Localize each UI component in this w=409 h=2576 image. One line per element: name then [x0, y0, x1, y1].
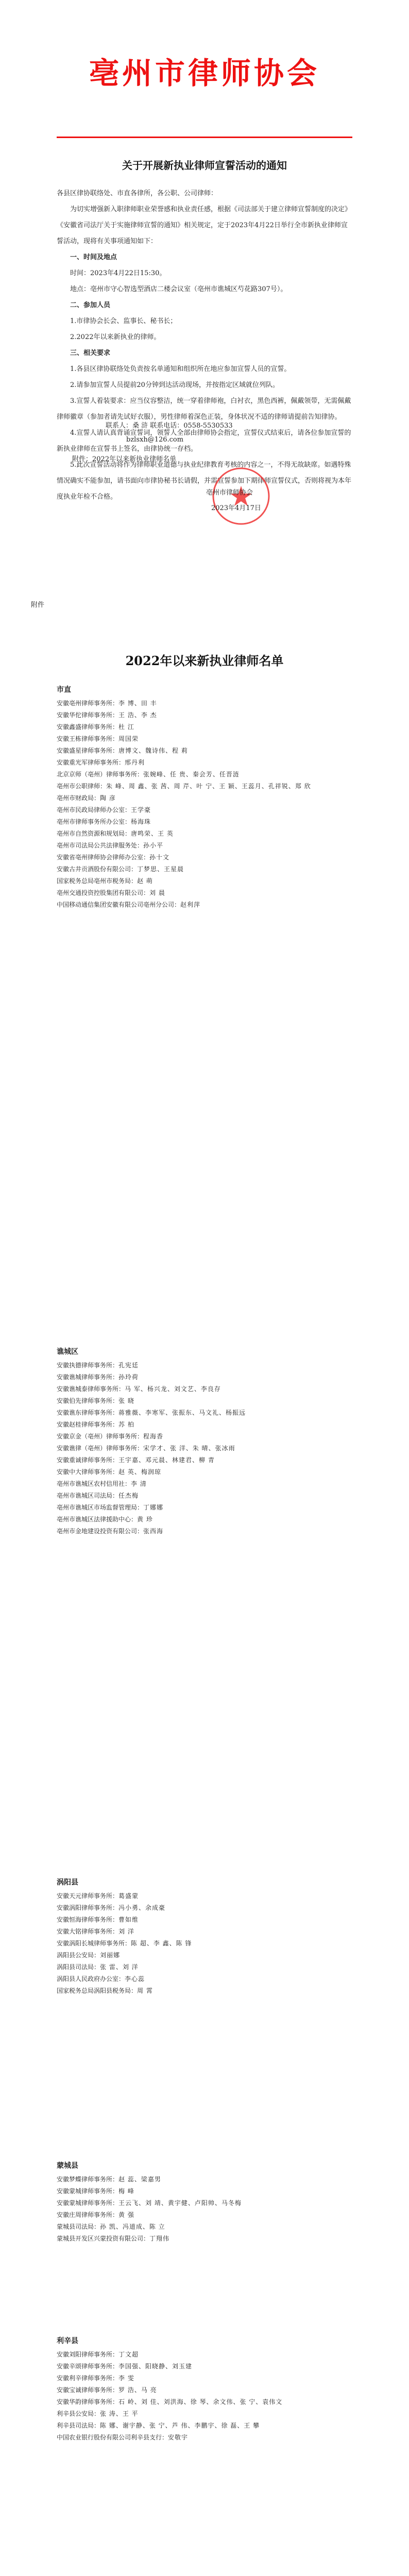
letterhead-title: 亳州市律师协会	[89, 56, 320, 91]
lawyer-names: 张西海	[143, 1528, 164, 1535]
list-item	[57, 2174, 352, 2185]
list-item	[57, 2361, 352, 2372]
lawyer-names: 王宇嘉、邓元晨、林建君、柳 青	[118, 1456, 215, 1464]
firm-name: 安徽天元律师事务所：	[57, 1892, 119, 1900]
section-line: 时间：2023年4月22日15:30。	[70, 269, 166, 277]
firm-name: 中国移动通信集团安徽有限公司亳州分公司：	[57, 901, 181, 908]
lawyer-names: 孙玲荷	[118, 1374, 139, 1381]
firm-name: 亳州市公职律师：	[57, 783, 107, 790]
firm-name: 亳州市自然资源和规划局：	[57, 830, 131, 837]
lawyer-names: 孙小平	[143, 842, 164, 849]
firm-name: 安徽恒海律师事务所：	[57, 1916, 119, 1923]
district-section	[57, 2160, 352, 2245]
lawyer-names: 李 清	[131, 1480, 147, 1487]
lawyer-names: 冯小勇、余成豪	[118, 1904, 166, 1911]
list-item	[57, 1371, 352, 1383]
lawyer-names: 张 晓	[118, 1397, 134, 1404]
list-item	[57, 875, 352, 887]
list-item	[57, 1514, 352, 1526]
lawyer-names: 程海香	[143, 1433, 164, 1440]
lawyer-names: 张 雷、刘 洋	[100, 1963, 139, 1971]
lawyer-names: 赵 英、梅润琼	[118, 1468, 161, 1476]
list-item	[57, 863, 352, 875]
list-item	[57, 2221, 352, 2233]
lawyer-names: 孙 凯、冯道成、陈 立	[100, 2223, 165, 2230]
firm-name: 安徽盛星律师事务所：	[57, 747, 119, 754]
firm-name: 利辛县司法局：	[57, 2422, 100, 2429]
firm-name: 安徽中大律师事务所：	[57, 1468, 119, 1476]
list-item	[57, 2209, 352, 2221]
section-heading: 二、参加人员	[70, 301, 111, 309]
firm-name: 亳州市谯城区法律援助中心：	[57, 1516, 138, 1523]
firm-name: 安徽庄周律师事务所：	[57, 2211, 119, 2218]
list-item	[57, 1914, 352, 1926]
district-section	[57, 1346, 352, 1537]
firm-name: 安徽大铭律师事务所：	[57, 1928, 119, 1935]
lawyer-names: 李国强、阳晓静、刘玉建	[118, 2363, 193, 2370]
intro-paragraph: 为切实增强新入职律师职业荣誉感和执业责任感，根据《司法部关于建立律师宣誓制度的决定》《安徽省司法厅关于实施律师宣誓的通知》相关规定，定于2023年4月22日举行全市新执业律师宣誓活动，现将有关事项通知如下：	[57, 206, 352, 245]
attachment-page	[0, 579, 409, 2576]
firm-name: 安徽王栋律师事务所：	[57, 735, 119, 742]
list-item	[57, 745, 352, 757]
lawyer-names: 刘 晨	[149, 889, 165, 896]
list-item	[57, 2432, 352, 2444]
firm-name: 亳州交通投资控股集团有限公司：	[57, 889, 150, 896]
lawyer-names: 周 霄	[137, 1987, 153, 1994]
firm-name: 安徽蒙城律师事务所：	[57, 2199, 119, 2207]
firm-name: 安徽华韵律师事务所：	[57, 2398, 119, 2405]
lawyer-names: 安敬宇	[168, 2434, 189, 2441]
section-line: 地点：亳州市守心智选型酒店二楼会议室（亳州市谯城区芍花路307号）。	[70, 285, 287, 293]
lawyer-names: 石 岭、刘 佳、刘洪海、徐 琴、余文伟、张 宁、袁伟文	[118, 2398, 283, 2405]
list-item	[57, 1360, 352, 1371]
issuer-signature: 亳州市律师协会	[206, 489, 253, 497]
firm-name: 安徽涡阳律师事务所：	[57, 1904, 119, 1911]
section-line: 1.市律协会长会、监事长、秘书长；	[70, 317, 177, 325]
list-item	[57, 2372, 352, 2384]
lawyer-names: 丁梦思、王星晨	[137, 866, 184, 873]
list-item	[57, 781, 352, 792]
lawyer-names: 王 浩、李 杰	[118, 711, 157, 719]
lawyer-names: 唐鸣荣、王 英	[131, 830, 174, 837]
lawyer-names: 曹如维	[118, 1916, 139, 1923]
list-item	[57, 2197, 352, 2209]
lawyer-names: 梅 峰	[118, 2188, 134, 2195]
firm-name: 亳州市谯城区农村信用社：	[57, 1480, 131, 1487]
list-item	[57, 1973, 352, 1985]
lawyer-names: 赵利萍	[180, 901, 201, 908]
list-item	[57, 2408, 352, 2420]
section-heading: 三、相关要求	[70, 349, 111, 357]
list-item	[57, 1395, 352, 1407]
firm-name: 涡阳县司法局：	[57, 1963, 100, 1971]
list-item	[57, 1890, 352, 1902]
email-address[interactable]: bzlsxh@126.com	[126, 436, 184, 444]
red-divider	[57, 137, 352, 138]
list-item	[57, 2233, 352, 2245]
firm-name: 安徽重光军律师事务所：	[57, 759, 125, 766]
lawyer-names: 孙十文	[149, 854, 170, 861]
firm-name: 安徽京金（亳州）律师事务所：	[57, 1433, 144, 1440]
firm-name: 亳州市谯城区市场监督管理局：	[57, 1504, 144, 1511]
firm-name: 安徽梦蝶律师事务所：	[57, 2176, 119, 2183]
list-item	[57, 828, 352, 840]
firm-name: 安徽赵桂律师事务所：	[57, 1421, 119, 1428]
contact-line: 联系人：桑 浒 联系电话：0558-5530533	[106, 422, 233, 430]
lawyer-names: 赵 萌	[137, 877, 153, 885]
lawyer-names: 王学豪	[131, 806, 151, 814]
district-section	[57, 1877, 352, 1997]
lawyer-names: 赵 蕊、梁嘉男	[118, 2176, 161, 2183]
firm-name: 安徽涡阳长城律师事务所：	[57, 1940, 131, 1947]
firm-name: 安徽亳州律师事务所：	[57, 700, 119, 707]
attachment-note: 附件：2022年以来新执业律师名单	[72, 455, 177, 463]
list-item	[57, 887, 352, 899]
lawyer-names: 孔宪廷	[118, 1362, 139, 1369]
list-item	[57, 2185, 352, 2197]
firm-name: 安徽利辛律师事务所：	[57, 2375, 119, 2382]
district-heading: 蒙城县	[57, 2162, 78, 2170]
list-item	[57, 792, 352, 804]
lawyer-names: 李 雯	[118, 2375, 134, 2382]
firm-name: 国家税务总局涡阳县税务局：	[57, 1987, 138, 1994]
firm-name: 安徽省亳州律师协会律师办公室：	[57, 854, 150, 861]
lawyer-names: 宋学才、张 洋、朱 晴、张冰雨	[143, 1445, 235, 1452]
list-item	[57, 1443, 352, 1454]
firm-name: 安徽华佗律师事务所：	[57, 711, 119, 719]
lawyer-names: 刘丽娜	[100, 1952, 121, 1959]
lawyer-names: 黄 珍	[137, 1516, 153, 1523]
list-item	[57, 757, 352, 769]
firm-name: 中国农业银行股份有限公司利辛县支行：	[57, 2434, 168, 2441]
section-line: 5.此次宣誓活动将作为律师职业道德与执业纪律教育考核的内容之一，不得无故缺席。如遇特殊情况确实不能参加，请书面向市律协秘书长请假，并需宣誓参加下期律师宣誓仪式，否则将视为本年度执业年检不合格。	[57, 461, 352, 501]
list-item	[57, 698, 352, 709]
firm-name: 涡阳县公安局：	[57, 1952, 100, 1959]
lawyer-names: 葛盛蒙	[118, 1892, 139, 1900]
section-line: 3.宣誓人着装要求：应当仪容整洁，统一穿着律师袍，白衬衣，黑色西裤，佩戴领带，无需佩戴律师徽章（参加者请先试好衣服），男性律师着深色正装，身体状况不适的律师请提前告知律协。	[57, 397, 351, 421]
list-item	[57, 1407, 352, 1419]
list-item	[57, 1454, 352, 1466]
lawyer-names: 黄 强	[118, 2211, 134, 2218]
list-item	[57, 721, 352, 733]
firm-name: 利辛县公安局：	[57, 2410, 100, 2417]
district-section	[57, 2335, 352, 2444]
district-heading: 涡阳县	[57, 1878, 78, 1887]
lawyer-names: 刘 洋	[118, 1928, 134, 1935]
list-item	[57, 2420, 352, 2432]
lawyer-names: 邢丹利	[125, 759, 145, 766]
list-item	[57, 1950, 352, 1961]
list-item	[57, 1490, 352, 1502]
issue-date: 2023年4月17日	[211, 504, 261, 512]
firm-name: 安徽古井贡酒股份有限公司：	[57, 866, 138, 873]
list-title: 2022年以来新执业律师名单	[125, 653, 284, 668]
firm-name: 亳州市财政局：	[57, 794, 100, 802]
list-item	[57, 733, 352, 745]
list-item	[57, 1478, 352, 1490]
firm-name: 涡阳县人民政府办公室：	[57, 1975, 125, 1982]
list-item	[57, 804, 352, 816]
firm-name: 安徽刘阳律师事务所：	[57, 2351, 119, 2358]
firm-name: 安徽伯先律师事务所：	[57, 1397, 119, 1404]
firm-name: 亳州市谯城区司法局：	[57, 1492, 119, 1499]
firm-name: 安徽谯城律师事务所：	[57, 1374, 119, 1381]
lawyer-names: 蒋雅薇、李寒军、张振东、马文礼、杨振远	[118, 1409, 246, 1416]
firm-name: 安徽鑫盛律师事务所：	[57, 723, 119, 731]
lawyer-names: 朱 峰、周 鑫、张 茜、周 芹、叶 宁、王 颖、王蕊月、孔祥锐、郑 欣	[106, 783, 311, 790]
list-item	[57, 2396, 352, 2408]
lawyer-names: 唐博文、魏诗伟、程 莉	[118, 747, 188, 754]
list-item	[57, 1938, 352, 1950]
district-heading: 谯城区	[57, 1348, 78, 1356]
firm-name: 北京京师（亳州）律师事务所：	[57, 771, 144, 778]
firm-name: 安徽谯城泰律师事务所：	[57, 1385, 125, 1393]
list-item	[57, 769, 352, 781]
firm-name: 安徽宝诚律师事务所：	[57, 2386, 119, 2394]
firm-name: 安徽辛颂律师事务所：	[57, 2363, 119, 2370]
lawyer-names: 陈 娜、谢宇静、张 宁、芦 伟、李鹏宇、徐 磊、王 攀	[100, 2422, 260, 2429]
list-item	[57, 852, 352, 863]
district-section	[57, 684, 352, 911]
list-item	[57, 1383, 352, 1395]
lawyer-names: 马 军、杨兴龙、刘文艺、李良存	[125, 1385, 221, 1393]
list-item	[57, 2384, 352, 2396]
firm-name: 亳州市金地建设投资有限公司：	[57, 1528, 144, 1535]
section-line: 2.2022年以来新执业的律师。	[70, 333, 161, 341]
lawyer-names: 丁翔伟	[149, 2235, 170, 2242]
firm-name: 安徽谯律（亳州）律师事务所：	[57, 1445, 144, 1452]
lawyer-names: 杜 江	[118, 723, 134, 731]
section-line: 1.各县区律协联络处负责按名单通知和组织所在地应参加宣誓人员的宣誓。	[70, 365, 291, 373]
list-item	[57, 1502, 352, 1514]
list-item	[57, 2349, 352, 2361]
list-item	[57, 816, 352, 828]
firm-name: 蒙城县开发区兴蒙投资有限公司：	[57, 2235, 150, 2242]
firm-name: 安徽蒙城律师事务所：	[57, 2188, 119, 2195]
lawyer-names: 罗 浩、马 亮	[118, 2386, 157, 2394]
firm-name: 安徽执德律师事务所：	[57, 1362, 119, 1369]
firm-name: 国家税务总局亳州市税务局：	[57, 877, 138, 885]
lawyer-names: 陶 彦	[100, 794, 116, 802]
lawyer-names: 丁娜娜	[143, 1504, 164, 1511]
list-item	[57, 1431, 352, 1443]
notice-page	[0, 0, 409, 579]
section-line: 4.宣誓人请认真背诵宣誓词，领誓人全部由律师协会指定，宣誓仪式结束后，请各位参加宣誓的新执业律师在宣誓书上签名，由律协统一存档。	[57, 429, 351, 453]
firm-name: 安徽谯东律师事务所：	[57, 1409, 119, 1416]
list-item	[57, 1466, 352, 1478]
firm-name: 亳州市律师事务所办公室：	[57, 818, 131, 825]
lawyer-names: 杨海珠	[131, 818, 151, 825]
notice-title: 关于开展新执业律师宣誓活动的通知	[122, 159, 287, 172]
list-item	[57, 1961, 352, 1973]
firm-name: 亳州市司法局公共法律服务处：	[57, 842, 144, 849]
list-item	[57, 1419, 352, 1431]
list-item	[57, 840, 352, 852]
firm-name: 安徽重诚律师事务所：	[57, 1456, 119, 1464]
lawyer-names: 周国荣	[118, 735, 139, 742]
firm-name: 蒙城县司法局：	[57, 2223, 100, 2230]
list-item	[57, 709, 352, 721]
lawyer-names: 苏 柏	[118, 1421, 134, 1428]
lawyer-names: 李心蕊	[125, 1975, 145, 1982]
list-item	[57, 1926, 352, 1938]
list-item	[57, 1902, 352, 1914]
firm-name: 亳州市民政局律师办公室：	[57, 806, 131, 814]
lawyer-names: 李 博、田 丰	[118, 700, 157, 707]
section-heading: 一、时间及地点	[70, 253, 117, 261]
district-heading: 利辛县	[57, 2337, 78, 2345]
lawyer-names: 王云飞、刘 靖、黄宇健、卢阳帅、马冬梅	[118, 2199, 242, 2207]
lawyer-names: 陈 超、李 鑫、陈 锋	[131, 1940, 192, 1947]
district-heading: 市直	[57, 686, 71, 694]
attachment-label: 附件	[31, 601, 45, 609]
salutation: 各县区律协联络处、市直各律所，各公职、公司律师：	[57, 190, 218, 197]
lawyer-names: 张婉峰、任 贵、秦会芳、任晋涟	[143, 771, 240, 778]
lawyer-names: 任杰梅	[118, 1492, 139, 1499]
lawyer-names: 丁文超	[118, 2351, 139, 2358]
lawyer-names: 张 涛、王 平	[100, 2410, 139, 2417]
section-line: 2.请参加宣誓人员提前20分钟到达活动现场，并按指定区域就位列队。	[70, 381, 279, 389]
list-item	[57, 1985, 352, 1997]
list-item	[57, 899, 352, 911]
list-item	[57, 1526, 352, 1537]
